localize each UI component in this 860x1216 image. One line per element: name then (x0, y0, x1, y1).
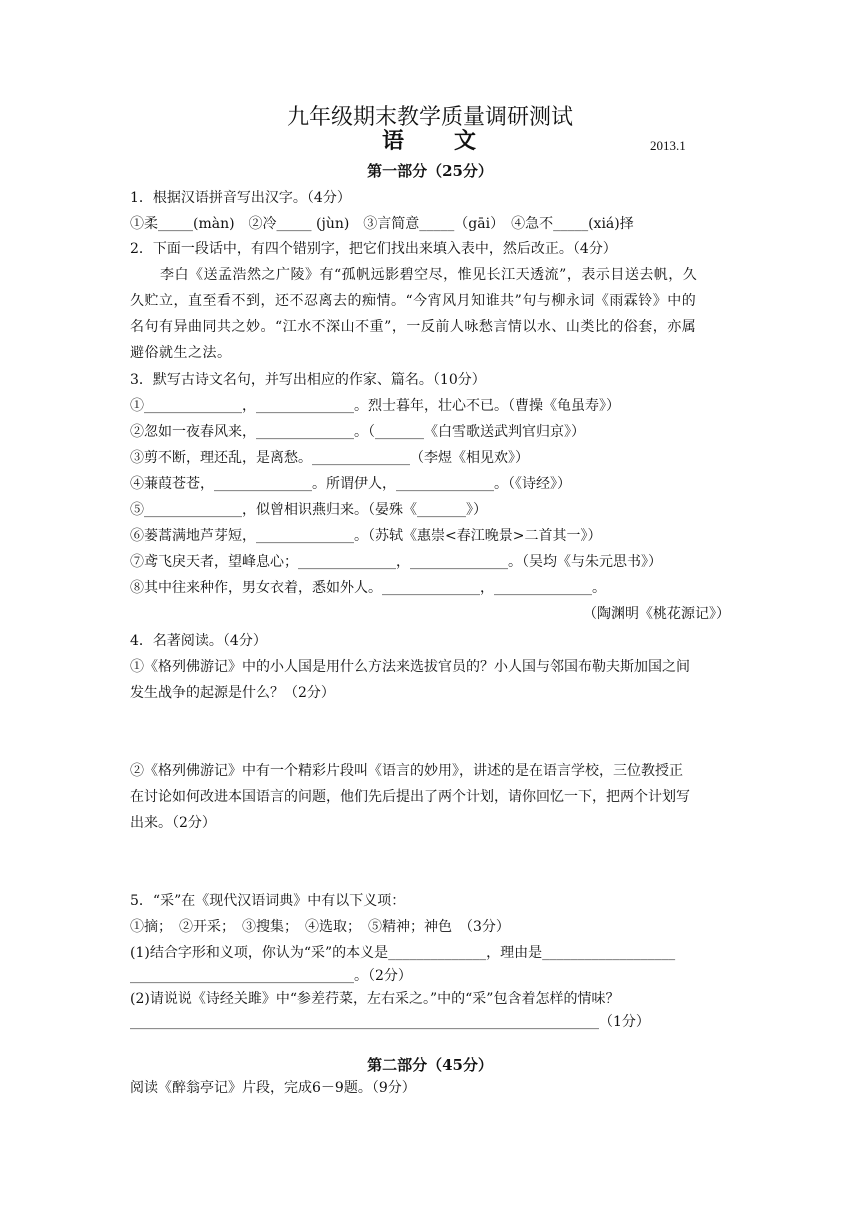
q4-sub2-line: 出来。（2分） (130, 815, 216, 831)
q5-sub2-line: ___________________________________________________________________（1分） (130, 1014, 650, 1030)
q3-attribution: （陶渊明《桃花源记》） (583, 606, 730, 622)
q3-prompt: 3．默写古诗文名句，并写出相应的作家、篇名。（10分） (130, 372, 486, 388)
q3-line: ③剪不断，理还乱，是离愁。______________（李煜《相见欢》） (130, 450, 529, 466)
q4-sub2-line: ②《格列佛游记》中有一个精彩片段叫《语言的妙用》，讲述的是在语言学校，三位教授正 (130, 763, 683, 779)
q3-line: ⑥蒌蒿满地芦芽短，______________。（苏轼《惠崇<春江晚景>二首其一》） (130, 528, 602, 544)
subject-title: 语文 (382, 128, 527, 154)
q5-options: ①摘； ②开采； ③搜集； ④选取； ⑤精神；神色 （3分） (130, 919, 510, 935)
q5-sub1-line: (1)结合字形和义项，你认为“采”的本义是______________，理由是___________________ (130, 945, 676, 961)
q5-prompt: 5．“采”在《现代汉语词典》中有以下义项： (130, 893, 406, 909)
q3-line: ④蒹葭苍苍，______________。所谓伊人，______________。（《诗经》） (130, 476, 571, 492)
q4-sub1-line: ①《格列佛游记》中的小人国是用什么方法来选拔官员的？小人国与邻国布勒夫斯加国之间 (130, 659, 690, 675)
q3-line: ⑤______________，似曾相识燕归来。（晏殊《_______》） (130, 502, 487, 518)
part2-heading: 第二部分（45分） (367, 1056, 493, 1074)
q4-sub2-line: 在讨论如何改进本国语言的问题，他们先后提出了两个计划，请你回忆一下，把两个计划写 (130, 789, 690, 805)
q5-sub2-line: (2)请说说《诗经关雎》中“参差荇菜，左右采之。”中的“采”包含着怎样的情味？ (130, 991, 620, 1007)
q2-passage-line: 李白《送孟浩然之广陵》有“孤帆远影碧空尽，惟见长江天透流”，表示目送去帆，久 (160, 267, 698, 283)
q4-prompt: 4．名著阅读。（4分） (130, 633, 267, 649)
q2-prompt: 2．下面一段话中，有四个错别字，把它们找出来填入表中，然后改正。（4分） (130, 241, 617, 257)
q3-line: ⑦鸢飞戾天者，望峰息心；______________，______________。（吴均《与朱元思书》） (130, 554, 662, 570)
q3-line: ①______________，______________。烈士暮年，壮心不已。（曹操《龟虽寿》） (130, 398, 620, 414)
exam-title: 九年级期末教学质量调研测试 (286, 105, 573, 130)
exam-date: 2013.1 (650, 138, 686, 153)
q2-passage-line: 避俗就生之法。 (130, 345, 232, 361)
q2-passage-line: 名句有异曲同共之妙。“江水不深山不重”，一反前人咏愁言情以水、山类比的俗套，亦属 (130, 319, 697, 335)
q5-sub1-line: ________________________________。（2分） (130, 968, 412, 984)
q1-prompt: 1．根据汉语拼音写出汉字。（4分） (130, 190, 351, 206)
q3-line: ⑧其中往来种作，男女衣着，悉如外人。______________，______________。 (130, 580, 606, 596)
q4-sub1-line: 发生战争的起源是什么？（2分） (130, 685, 335, 701)
q2-passage-line: 久贮立，直至看不到，还不忍离去的痴情。“今宵风月知谁共”句与柳永词《雨霖铃》中的 (130, 293, 697, 309)
part1-heading: 第一部分（25分） (367, 162, 493, 180)
q1-items: ①柔_____(màn) ②冷_____ (jùn) ③言简意_____（gāi） ④急不_____(xiá)择 (130, 216, 634, 232)
part2-intro: 阅读《醉翁亭记》片段，完成6－9题。（9分） (130, 1080, 416, 1096)
q3-line: ②忽如一夜春风来，______________。（_______《白雪歌送武判官归京》） (130, 424, 585, 440)
